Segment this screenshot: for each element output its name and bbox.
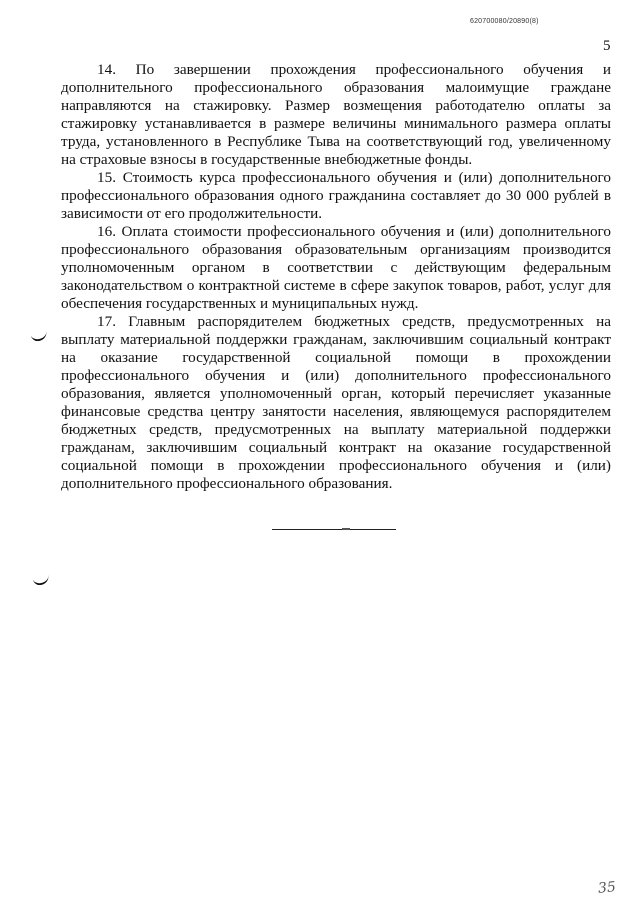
margin-check-mark [32, 574, 49, 586]
page-number: 5 [603, 38, 611, 54]
end-of-text-rule [272, 529, 396, 530]
margin-check-mark [30, 330, 47, 342]
paragraph-15: 15. Стоимость курса профессионального обучения и (или) дополнительного профессионального образования одного гражданина составляет до 30 000 рублей в зависимости от его продолжительности. [61, 169, 611, 222]
document-id: 620700080/20890(8) [470, 18, 539, 25]
paragraph-14: 14. По завершении прохождения профессионального обучения и дополнительного профессионального образования малоимущие граждане направляются на стажировку. Размер возмещения работодателю оплаты за стажировку устанавливается в размере величины минимального размера оплаты труда, установленного в Республике Тыва на соответствующий год, увеличенному на страховые взносы в государственные внебюджетные фонды. [61, 61, 611, 168]
rule-mark [342, 528, 350, 530]
paragraph-17: 17. Главным распорядителем бюджетных средств, предусмотренных на выплату материальной поддержки гражданам, заключившим социальный контракт на оказание государственной социальной помощи в прохождении профессионального обучения и (или) дополнительного профессионального образования, является уполномоченный орган, который перечисляет указанные финансовые средства центру занятости населения, являющемуся распорядителем бюджетных средств, предусмотренных на выплату материальной поддержки гражданам, заключившим социальный контракт на оказание государственной социальной помощи в прохождении профессионального обучения и (или) дополнительного профессионального образования. [61, 313, 611, 492]
handwritten-page-number: 35 [597, 879, 617, 897]
document-body [61, 61, 611, 493]
paragraph-16: 16. Оплата стоимости профессионального обучения и (или) дополнительного профессионального образования образовательным организациям производится уполномоченным органом в соответствии с действующим федеральным законодательством о контрактной системе в сфере закупок товаров, работ, услуг для обеспечения государственных и муниципальных нужд. [61, 223, 611, 312]
